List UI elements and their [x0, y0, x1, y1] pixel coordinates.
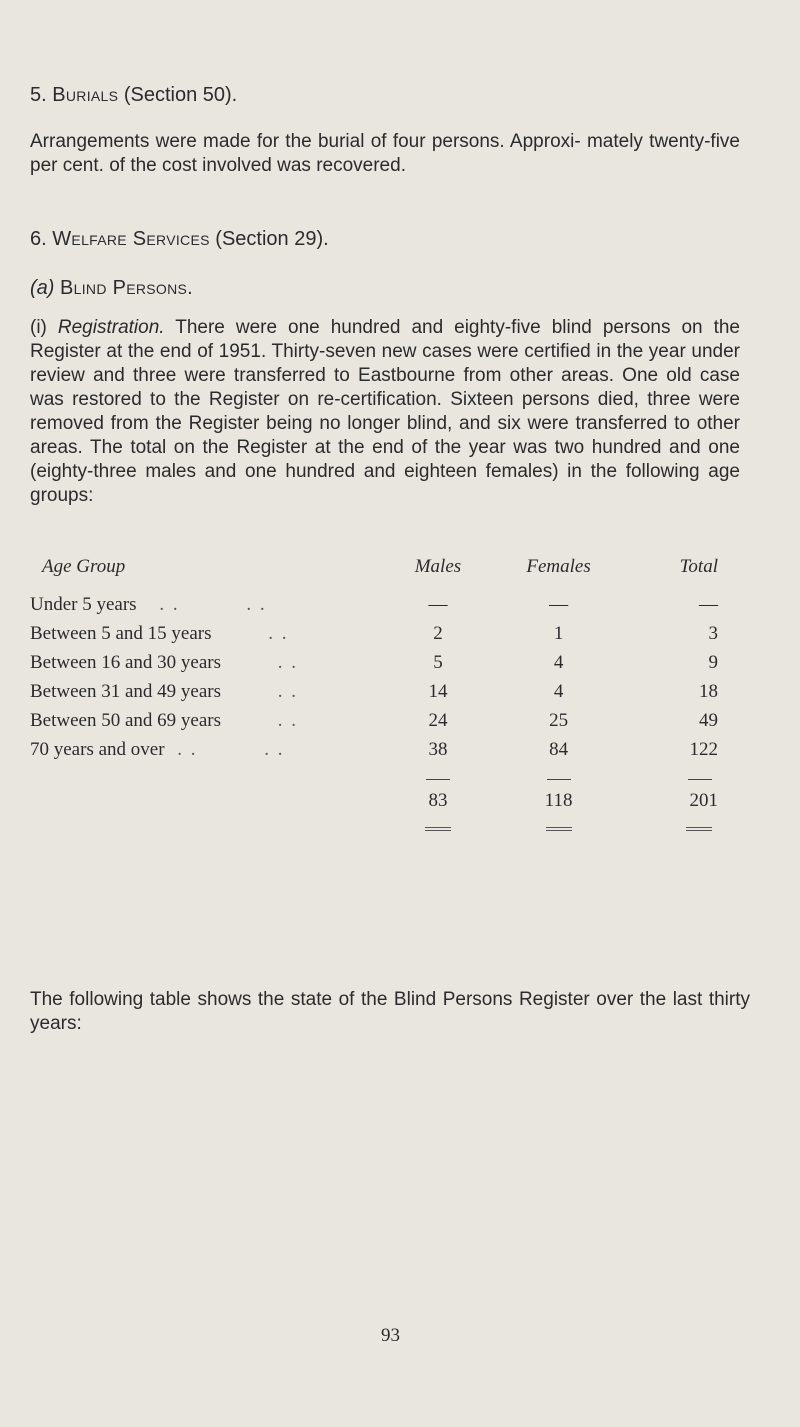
table-row	[30, 590, 720, 619]
age-group-label: Between 5 and 15 years	[30, 622, 212, 644]
males-cell: 24	[428, 709, 448, 731]
item-marker: (i)	[30, 317, 47, 338]
males-cell: 2	[433, 622, 443, 644]
registration-label: Registration.	[57, 317, 165, 338]
section-title: Welfare Services	[52, 228, 210, 250]
age-group-table	[30, 556, 720, 837]
following-table-paragraph: The following table shows the state of the Blind Persons Register over the last thirty years:	[30, 989, 750, 1034]
total-cell: —	[699, 593, 718, 615]
total-cell: 18	[699, 680, 718, 702]
table-row	[30, 677, 720, 706]
header-age-group: Age Group	[42, 556, 126, 577]
age-group-label: Under 5 years	[30, 593, 137, 615]
header-total: Total	[679, 556, 718, 577]
leader-dots: . .	[264, 738, 285, 760]
registration-paragraph	[30, 316, 740, 508]
header-females: Females	[526, 556, 591, 577]
total-cell: 122	[689, 738, 718, 760]
age-group-label: 70 years and over	[30, 738, 165, 760]
registration-text: There were one hundred and eighty-five blind persons on the Register at the end of 1951. Thirty-seven new cases were certified in the year under review and three were transferred to Eastbourne from other areas. One old case was restored to the Register on re-certification. Sixteen persons died, three were removed from the Register being no longer blind, and six were transferred to other areas. The total on the Register at the end of the year was two hundred and one (eighty-three males and one hundred and eighteen females) in the following age groups:	[30, 317, 740, 506]
males-cell: 14	[428, 680, 448, 702]
total-cell: 9	[708, 651, 718, 673]
section-6-heading	[30, 228, 329, 251]
section-reference: (Section 50).	[123, 84, 238, 106]
table-header-row	[30, 556, 720, 590]
table-row	[30, 619, 720, 648]
age-group-label: Between 31 and 49 years	[30, 680, 221, 702]
burials-paragraph: Arrangements were made for the burial of four persons. Approxi- mately twenty-five per cent. of the cost involved was recovered.	[30, 131, 740, 176]
sum-rule	[688, 779, 712, 780]
males-cell: —	[428, 593, 448, 615]
age-group-label: Between 16 and 30 years	[30, 651, 221, 673]
header-males: Males	[414, 556, 462, 577]
males-cell: 5	[433, 651, 443, 673]
females-cell: —	[549, 593, 569, 615]
total-cell: 49	[699, 709, 718, 731]
page-number: 93	[381, 1325, 400, 1346]
subsection-a-heading	[30, 277, 193, 300]
leader-dots: . .	[268, 622, 289, 644]
double-rule	[686, 827, 712, 831]
leader-dots: . .	[246, 593, 267, 615]
subsection-title: Blind Persons.	[60, 277, 194, 299]
leader-dots: . .	[177, 738, 198, 760]
sum-rule	[426, 779, 450, 780]
totals-row	[30, 786, 720, 815]
section-title: Burials	[52, 84, 119, 106]
males-cell: 38	[428, 738, 448, 760]
females-cell: 25	[549, 709, 569, 731]
section-number: 5.	[30, 84, 47, 106]
females-cell: 4	[553, 680, 564, 702]
females-cell: 4	[553, 651, 564, 673]
females-cell: 84	[549, 738, 569, 760]
section-reference: (Section 29).	[215, 228, 329, 250]
table-row	[30, 648, 720, 677]
leader-dots: . .	[277, 680, 298, 702]
double-rule	[546, 827, 572, 831]
age-group-label: Between 50 and 69 years	[30, 709, 221, 731]
double-rule-row	[30, 815, 720, 837]
section-number: 6.	[30, 228, 47, 250]
leader-dots: . .	[159, 593, 180, 615]
subsection-marker: (a)	[30, 277, 55, 299]
table-row	[30, 706, 720, 735]
grand-total: 201	[689, 789, 718, 811]
sum-rule-row	[30, 764, 720, 786]
leader-dots: . .	[277, 651, 298, 673]
table-row	[30, 735, 720, 764]
sum-rule	[547, 779, 571, 780]
total-cell: 3	[708, 622, 718, 644]
double-rule	[425, 827, 451, 831]
section-5-heading	[30, 84, 237, 107]
males-total: 83	[428, 789, 448, 811]
leader-dots: . .	[277, 709, 298, 731]
females-cell: 1	[553, 622, 564, 644]
females-total: 118	[544, 789, 573, 811]
